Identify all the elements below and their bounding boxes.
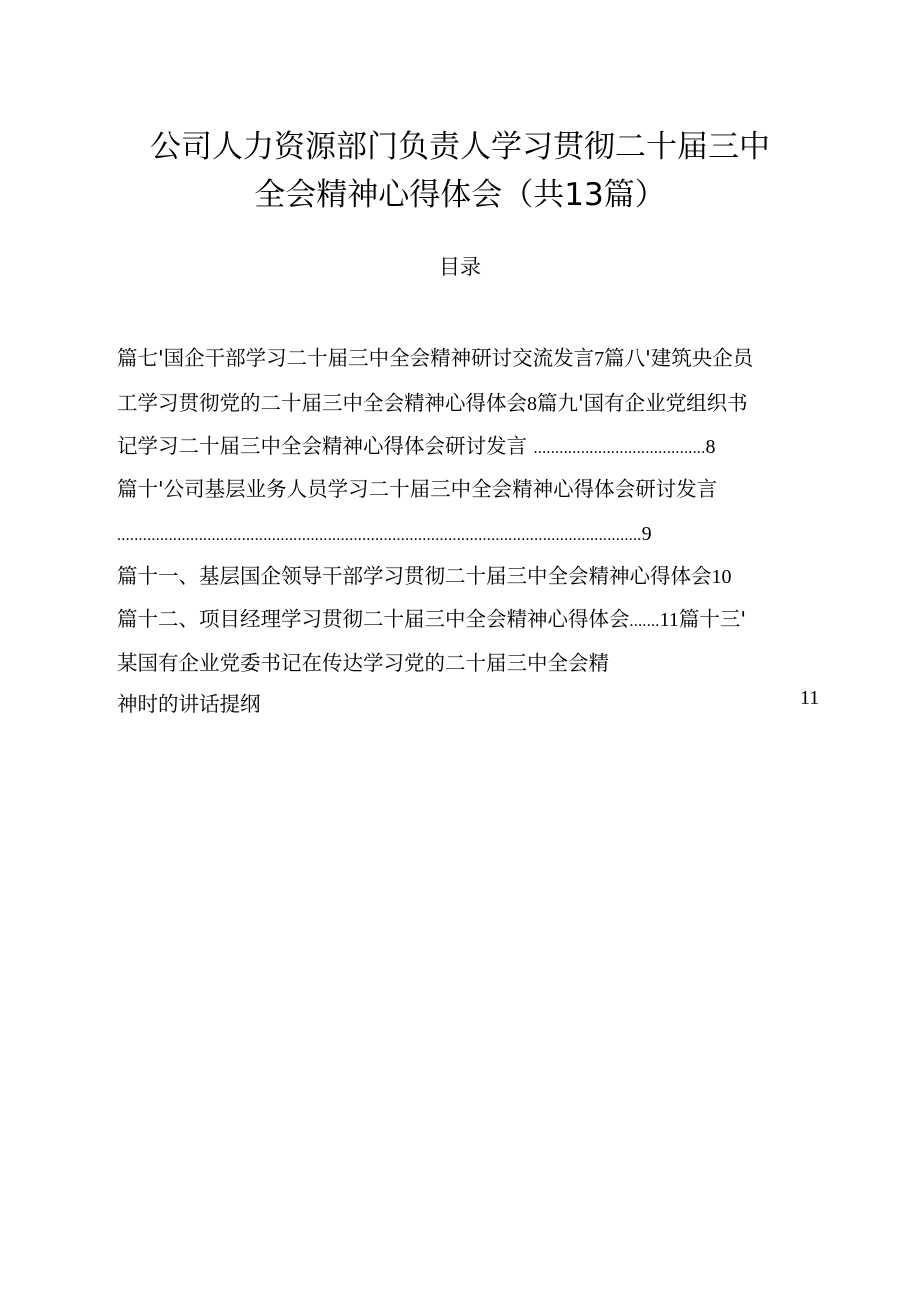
toc-line — [117, 343, 753, 374]
toc-page-number: 7 — [594, 348, 605, 370]
toc-entry-text: 篇十'公司基层业务人员学习二十届三中全会精神心得体会研讨发言 — [117, 477, 718, 501]
toc-entry-text: 篇十一、基层国企领导干部学习贯彻二十届三中全会精神心得体会 — [117, 564, 712, 588]
toc-entry-text: 工学习贯彻党的二十届三中全会精神心得体会 — [117, 391, 527, 415]
toc-line — [117, 561, 732, 592]
toc-entry-text: 记学习二十届三中全会精神心得体会研讨发言 — [117, 434, 527, 458]
toc-page-number: 11 — [659, 609, 679, 631]
toc-heading: 目录 — [439, 255, 481, 279]
toc-entry-text: 篇八'建筑央企员 — [604, 346, 754, 370]
toc-leader-dots: ....... — [629, 613, 660, 630]
toc-entry-text: 篇七'国企干部学习二十届三中全会精神研讨交流发言 — [117, 346, 595, 370]
toc-entry-text: 篇九'国有企业党组织书 — [537, 391, 748, 415]
toc-page-number: 8 — [705, 436, 716, 458]
toc-entry-text: 神时的讲话提纲 — [117, 692, 261, 716]
toc-line — [117, 689, 261, 719]
toc-line — [117, 388, 748, 419]
toc-page-number: 9 — [641, 523, 652, 545]
toc-entry-text: 某国有企业党委书记在传达学习党的二十届三中全会精 — [117, 651, 609, 675]
toc-line — [117, 474, 717, 504]
toc-page-number: 11 — [800, 687, 820, 709]
toc-line — [117, 648, 609, 678]
toc-entry-text: 篇十三' — [678, 607, 747, 631]
document-title-line-2: 全会精神心得体会（共13篇） — [254, 177, 666, 213]
document-title-line-1: 公司人力资源部门负责人学习贯彻二十届三中 — [150, 129, 770, 165]
toc-page-number: 10 — [711, 566, 732, 588]
toc-line — [117, 431, 716, 464]
toc-line — [117, 518, 652, 551]
toc-entry-text: 篇十二、项目经理学习贯彻二十届三中全会精神心得体会 — [117, 607, 630, 631]
toc-page-number: 8 — [527, 393, 537, 415]
toc-line — [117, 604, 746, 637]
toc-leader-dots: .......................................................................................................................... — [117, 527, 642, 544]
toc-leader-dots: ........................................ — [533, 440, 706, 457]
